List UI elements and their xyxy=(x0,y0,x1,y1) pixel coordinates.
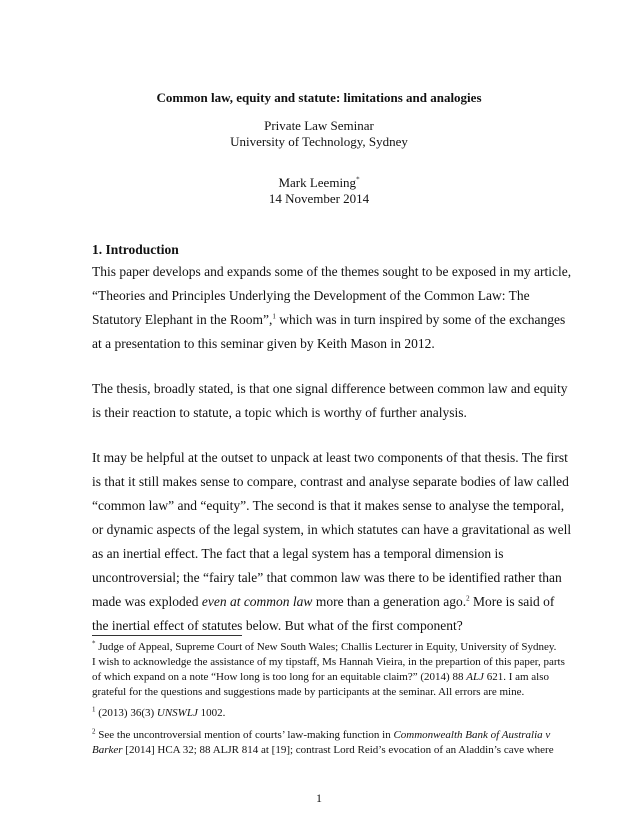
footnote-star-line-1 xyxy=(92,639,557,653)
footnote-2-mark: 2 xyxy=(92,727,96,736)
footnote-2-italic-b: Barker xyxy=(92,744,123,756)
paragraph-3-line-3: “common law” and “equity”. The second is that it makes sense to analyse the temporal, xyxy=(92,498,565,513)
p1-l3-text-a: Statutory Elephant in the Room”, xyxy=(92,312,273,327)
footnote-star-text-3a: of which expand on a note “How long is too long for an equitable claim?” (2014) 88 xyxy=(92,671,467,683)
footnote-1-text-b: 1002. xyxy=(197,707,226,719)
footnote-2-line-1 xyxy=(92,729,552,741)
paragraph-3-line-6: uncontroversial; the “fairy tale” that common law was there to be identified rather than xyxy=(92,570,562,585)
paragraph-3-line-8: the inertial effect of statutes below. But what of the first component? xyxy=(92,618,463,633)
paragraph-3-line-7 xyxy=(92,594,555,610)
paragraph-1-line-2: “Theories and Principles Underlying the Development of the Common Law: The xyxy=(92,288,530,303)
author-line xyxy=(0,175,638,191)
paragraph-3-line-4: or dynamic aspects of the legal system, in which statutes can have a gravitational as well xyxy=(92,522,572,537)
footnote-star-mark: * xyxy=(92,639,96,648)
paragraph-2-line-1: The thesis, broadly stated, is that one signal difference between common law and equity xyxy=(92,381,568,396)
footnote-star-italic: ALJ xyxy=(466,671,484,683)
paragraph-3-line-5: as an inertial effect. The fact that a legal system has a temporal dimension is xyxy=(92,546,504,561)
p3-l7-text-b: more than a generation ago. xyxy=(312,594,467,609)
section-heading: 1. Introduction xyxy=(92,242,179,257)
author-footnote-mark: * xyxy=(356,175,360,184)
footnote-2-line-2 xyxy=(92,744,552,756)
page-number: 1 xyxy=(316,791,322,805)
paper-title: Common law, equity and statute: limitations and analogies xyxy=(156,90,482,105)
footnote-ref-1: 1 xyxy=(272,312,276,321)
paragraph-1-line-3 xyxy=(92,312,566,328)
footnote-star-text-1: Judge of Appeal, Supreme Court of New South Wales; Challis Lecturer in Equity, University of Sydney. xyxy=(95,641,557,653)
footnote-1-italic: UNSWLJ xyxy=(156,707,198,719)
footnote-2-italic-a: Commonwealth Bank of Australia v xyxy=(393,729,551,741)
paragraph-2-line-2: is their reaction to statute, a topic which is worthy of further analysis. xyxy=(92,405,467,420)
paragraph-3-line-2: is that it still makes sense to compare, contrast and analyse separate bodies of law called xyxy=(92,474,569,489)
paragraph-3-line-1: It may be helpful at the outset to unpack at least two components of that thesis. The first xyxy=(92,450,568,465)
footnote-star-line-3 xyxy=(92,671,552,683)
footnote-divider xyxy=(92,635,242,636)
paragraph-1-line-4: at a presentation to this seminar given by Keith Mason in 2012. xyxy=(92,336,435,351)
footnote-star-line-2: I wish to acknowledge the assistance of my tipstaff, Ms Hannah Vieira, in the prepartion of this paper, parts xyxy=(92,656,565,668)
footnote-1-line xyxy=(92,707,552,719)
footnote-1-text-a: (2013) 36(3) xyxy=(95,707,157,719)
footnote-ref-2: 2 xyxy=(466,594,470,603)
paragraph-1-line-1: This paper develops and expands some of the themes sought to be exposed in my article, xyxy=(92,264,572,279)
footnote-star-line-4: grateful for the questions and suggestions made by participants at the seminar. All errors are mine. xyxy=(92,686,525,698)
p3-l7-text-c: More is said of xyxy=(469,594,555,609)
seminar-name: Private Law Seminar xyxy=(264,118,374,133)
p3-l7-text-a: made was exploded xyxy=(92,594,202,609)
institution-name: University of Technology, Sydney xyxy=(230,134,408,149)
paper-date: 14 November 2014 xyxy=(268,191,370,206)
p3-l7-italic: even at common law xyxy=(201,594,313,609)
footnote-2-text-b: [2014] HCA 32; 88 ALJR 814 at [19]; contrast Lord Reid’s evocation of an Aladdin’s cave where xyxy=(122,744,554,756)
footnote-1-mark: 1 xyxy=(92,705,96,714)
footnote-star-text-3b: 621. I am also xyxy=(483,671,550,683)
footnote-2-text-a: See the uncontroversial mention of courts’ law-making function in xyxy=(95,729,394,741)
author-name: Mark Leeming xyxy=(278,175,357,190)
p1-l3-text-b: which was in turn inspired by some of the exchanges xyxy=(275,312,566,327)
